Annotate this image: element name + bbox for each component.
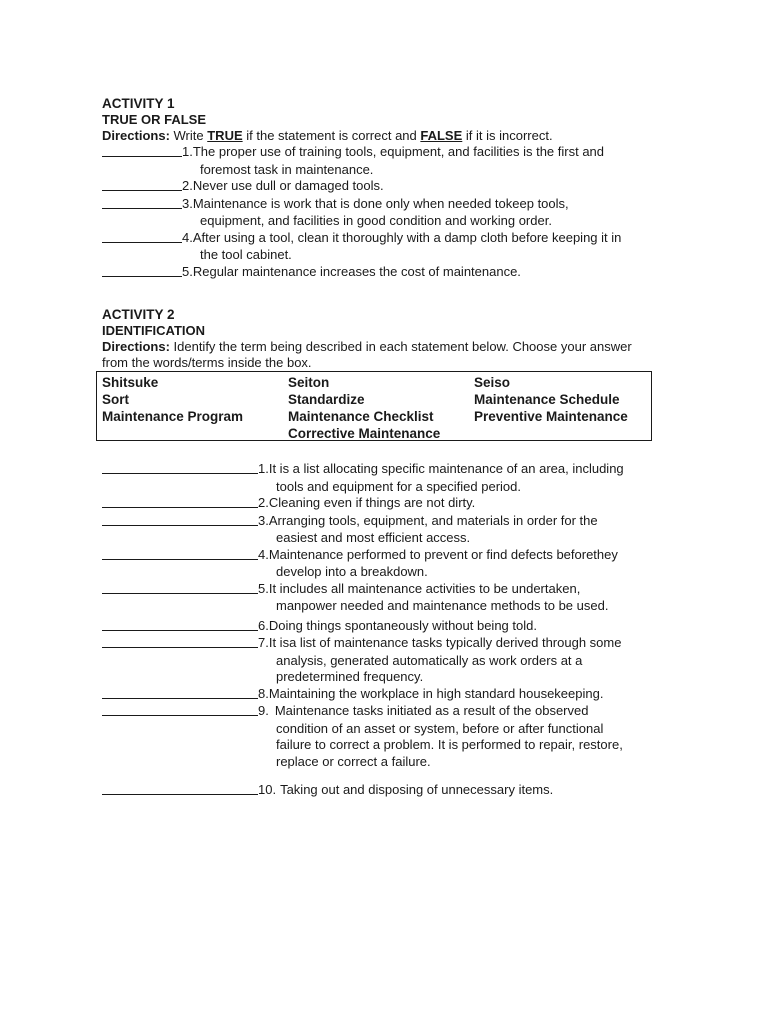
id-item-2: 2. Cleaning even if things are not dirty. xyxy=(102,495,662,513)
identification-list xyxy=(102,461,662,800)
answer-blank[interactable] xyxy=(102,178,182,196)
answer-blank[interactable] xyxy=(102,618,258,636)
activity-1-subtitle: TRUE OR FALSE xyxy=(102,112,207,127)
term: Maintenance Checklist xyxy=(288,409,434,424)
id-item-10: 10. Taking out and disposing of unnecessary items. xyxy=(102,782,662,800)
tf-item-4: 4. After using a tool, clean it thoroughly with a damp cloth before keeping it in the tool cabinet. xyxy=(102,230,662,264)
id-item-7: 7. It isa list of maintenance tasks typically derived through some analysis, generated automatically as work orders at a predetermined frequency. xyxy=(102,635,662,686)
id-item-4: 4. Maintenance performed to prevent or find defects beforethey develop into a breakdown. xyxy=(102,547,662,581)
term: Sort xyxy=(102,392,129,407)
term: Maintenance Schedule xyxy=(474,392,620,407)
tf-item-3: 3. Maintenance is work that is done only when needed tokeep tools, equipment, and facilities in good condition and working order. xyxy=(102,196,662,230)
activity-2-subtitle: IDENTIFICATION xyxy=(102,323,206,338)
activity-2-directions-cont: from the words/terms inside the box. xyxy=(102,355,312,370)
id-item-8: 8. Maintaining the workplace in high standard housekeeping. xyxy=(102,686,662,704)
tf-item-1: 1. The proper use of training tools, equipment, and facilities is the first and foremost task in maintenance. xyxy=(102,144,662,178)
answer-blank[interactable] xyxy=(102,144,182,162)
activity-2-section xyxy=(102,306,662,371)
activity-1-title: ACTIVITY 1 xyxy=(102,96,175,111)
tf-item-2: 2. Never use dull or damaged tools. xyxy=(102,178,662,196)
answer-blank[interactable] xyxy=(102,686,258,704)
answer-blank[interactable] xyxy=(102,196,182,214)
answer-blank[interactable] xyxy=(102,264,182,282)
term: Maintenance Program xyxy=(102,409,244,424)
term: Preventive Maintenance xyxy=(474,409,628,424)
answer-blank[interactable] xyxy=(102,547,258,565)
answer-blank[interactable] xyxy=(102,230,182,248)
id-item-3: 3. Arranging tools, equipment, and materials in order for the easiest and most efficient access. xyxy=(102,513,662,547)
answer-blank[interactable] xyxy=(102,581,258,599)
activity-2-title: ACTIVITY 2 xyxy=(102,307,175,322)
word-box xyxy=(96,371,652,441)
answer-blank[interactable] xyxy=(102,513,258,531)
term: Seiso xyxy=(474,375,511,390)
answer-blank[interactable] xyxy=(102,703,258,721)
answer-blank[interactable] xyxy=(102,461,258,479)
id-item-1: 1. It is a list allocating specific maintenance of an area, including tools and equipment for a specified period. xyxy=(102,461,662,495)
activity-1-directions: Directions: Write TRUE if the statement is correct and FALSE if it is incorrect. xyxy=(102,128,553,143)
id-item-9: 9. Maintenance tasks initiated as a result of the observed condition of an asset or system, before or after functional failure to correct a problem. It is performed to repair, restore, replace or correct a failure. xyxy=(102,703,662,770)
activity-1-section xyxy=(102,95,662,281)
term: Seiton xyxy=(288,375,330,390)
term: Corrective Maintenance xyxy=(288,426,441,441)
id-item-5: 5. It includes all maintenance activities to be undertaken, manpower needed and maintenance methods to be used. xyxy=(102,581,662,615)
term: Standardize xyxy=(288,392,365,407)
id-item-6: 6. Doing things spontaneously without being told. xyxy=(102,618,662,636)
term: Shitsuke xyxy=(102,375,159,390)
answer-blank[interactable] xyxy=(102,782,258,800)
tf-item-5: 5. Regular maintenance increases the cost of maintenance. xyxy=(102,264,662,282)
activity-2-directions: Directions: Identify the term being described in each statement below. Choose your answer xyxy=(102,339,632,354)
answer-blank[interactable] xyxy=(102,495,258,513)
answer-blank[interactable] xyxy=(102,635,258,653)
